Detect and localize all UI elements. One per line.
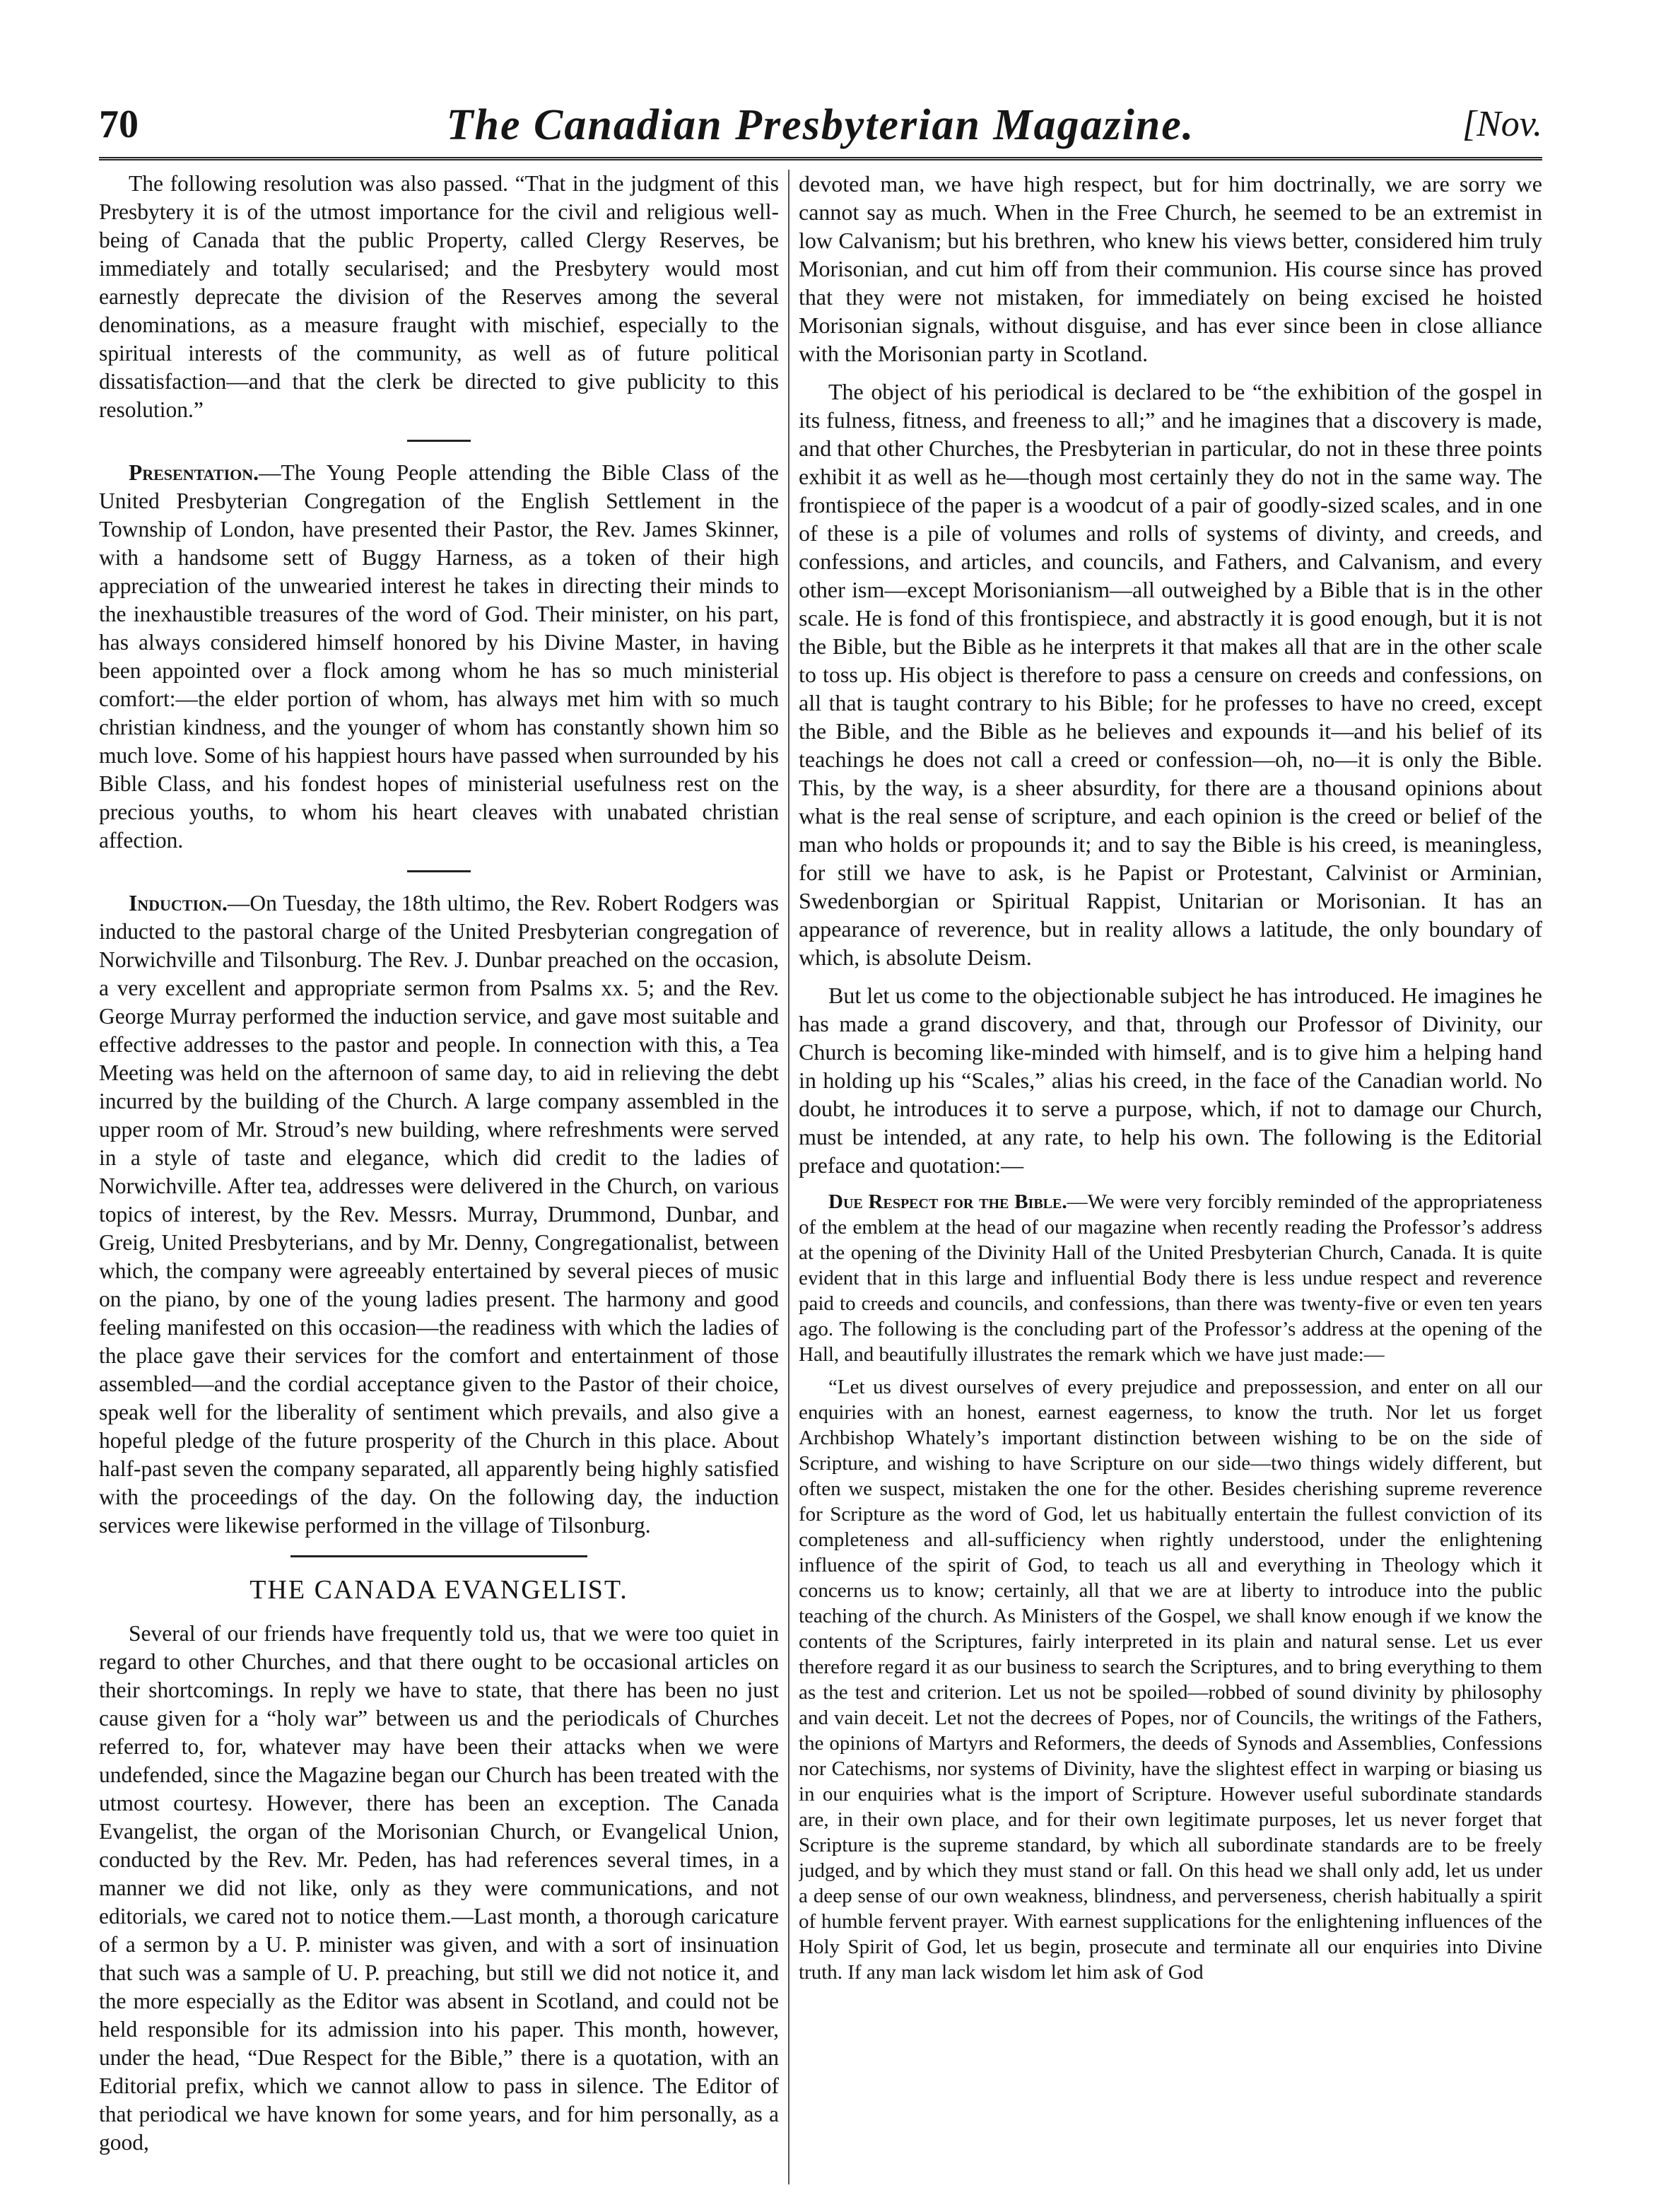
quoted-editorial	[799, 1189, 1542, 1985]
induction-text: —On Tuesday, the 18th ultimo, the Rev. Robert Rodgers was inducted to the pastoral charge of the United Presbyterian congregation of Norwichville and Tilsonburg. The Rev. J. Dunbar preached on the occasion, a very excellent and appropriate sermon from Psalms xx. 5; and the Rev. George Murray performed the induction service, and gave most suitable and effective addresses to the pastor and people. In connection with this, a Tea Meeting was held on the afternoon of same day, to aid in relieving the debt incurred by the building of the Church. A large company assembled in the upper room of Mr. Stroud’s new building, where refreshments were served in a style of taste and elegance, which did credit to the ladies of Norwichville. After tea, addresses were delivered in the Church, on various topics of interest, by the Rev. Messrs. Murray, Drummond, Dunbar, and Greig, United Presbyterians, and by Mr. Denny, Congregationalist, between which, the company were agreeably entertained by several pieces of music on the piano, by one of the young ladies present. The harmony and good feeling manifested on this occasion—the readiness with which the ladies of the place gave their services for the comfort and entertainment of those assembled—and the cordial acceptance given to the Pastor of their choice, speak well for the liberality of sentiment which prevails, and also give a hopeful pledge of the future prosperity of the Church in this place. About half-past seven the company separated, all apparently being highly satisfied with the proceedings of the day. On the following day, the induction services were likewise performed in the village of Tilsonburg.	[99, 891, 779, 1538]
page-number: 70	[99, 103, 139, 146]
editorial-lead: Due Respect for the Bible.	[828, 1190, 1067, 1213]
evangelist-paragraph: Several of our friends have frequently told us, that we were too quiet in regard to other Churches, and that there ought to be occasional articles on their shortcomings. In reply we have to state, that there has been no just cause given for a “holy war” between us and the periodicals of Churches referred to, for, whatever may have been their attacks when we were undefended, since the Magazine began our Church has been treated with the utmost courtesy. However, there has been an exception. The Canada Evangelist, the organ of the Morisonian Church, or Evangelical Union, conducted by the Rev. Mr. Peden, has had references several times, in a manner we did not like, only as they were communications, and not editorials, we cared not to notice them.—Last month, a thorough caricature of a sermon by a U. P. minister was given, and with a sort of insinuation that such was a sample of U. P. preaching, but still we did not notice it, and the more especially as the Editor was absent in Scotland, and could not be held responsible for its admission into his paper. This month, however, under the head, “Due Respect for the Bible,” there is a quotation, with an Editorial prefix, which we cannot allow to pass in silence. The Editor of that periodical we have known for some years, and for him personally, as a good,	[99, 1621, 779, 2155]
editorial-preface	[799, 1189, 1542, 1367]
header-rule	[99, 157, 1542, 163]
periodical-object-paragraph: The object of his periodical is declared to be “the exhibition of the gospel in its fulness, fitness, and freeness to all;” and he imagines that a discovery is made, and that other Churches, the Presbyterian in particular, do not in these three points exhibit it as well as he—though most certainly they do not in the same way. The frontispiece of the paper is a woodcut of a pair of goodly-sized scales, and in one of these is a pile of volumes and rolls of systems of divinty, and creeds, and confessions, and articles, and councils, and Fathers, and Calvanism, and every other ism—except Morisonianism—all outweighed by a Bible that is in the other scale. He is fond of this frontispiece, and abstractly it is good enough, but it is not the Bible, but the Bible as he interprets it that makes all that are in the other scale to toss up. His object is therefore to pass a censure on creeds and confessions, on all that is taught contrary to his Bible; for he professes to have no creed, except the Bible, and the Bible as he believes and expounds it—and his belief of its teachings he does not call a creed or confession—oh, no—it is only the Bible. This, by the way, is a sheer absurdity, for there are a thousand opinions about what is the real sense of scripture, and each opinion is the creed or belief of the man who holds or propounds it; and to say the Bible is his creed, is meaningless, for still we have to ask, is he Papist or Protestant, Calvinist or Arminian, Swedenborgian or Spiritual Rappist, Unitarian or Morisonian. It has an appearance of reverence, but in reality allows a latitude, the only boundary of which, is absolute Deism.	[799, 379, 1542, 970]
running-header	[99, 98, 1542, 153]
right-column	[799, 170, 1542, 2191]
section-separator	[407, 870, 471, 872]
section-separator	[407, 440, 471, 442]
presentation-text: —The Young People attending the Bible Class of the United Presbyterian Congregation of the English Settlement in the Township of London, have presented their Pastor, the Rev. James Skinner, with a handsome sett of Buggy Harness, as a token of their high appreciation of the unwearied interest he takes in directing their minds to the inexhaustible treasures of the word of God. Their minister, on his part, has always considered himself honored by his Divine Master, in having been appointed over a flock among whom he has so much ministerial comfort:—the elder portion of whom, has always met him with so much christian kindness, and the younger of whom has constantly shown him so much love. Some of his happiest hours have passed when surrounded by his Bible Class, and his fondest hopes of ministerial usefulness rest on the precious youths, to whom his heart cleaves with unabated christian affection.	[99, 460, 779, 853]
objectionable-subject-paragraph: But let us come to the objectionable subject he has introduced. He imagines he has made a grand discovery, and that, through our Professor of Divinity, our Church is becoming like-minded with himself, and is to give him a helping hand in holding up his “Scales,” alias his creed, in the face of the Canadian world. No doubt, he introduces it to serve a purpose, which, if not to damage our Church, must be intended, at any rate, to help his own. The following is the Editorial preface and quotation:—	[799, 983, 1542, 1178]
article-heading: THE CANADA EVANGELIST.	[250, 1575, 628, 1605]
induction-lead: Induction.	[129, 891, 228, 915]
presentation-paragraph	[99, 459, 779, 855]
induction-paragraph	[99, 889, 779, 1540]
professor-address-quote: “Let us divest ourselves of every prejudice and prepossession, and enter on all our enquiries with an honest, earnest eagerness, to know the truth. Nor let us forget Archbishop Whately’s important distinction between wishing to be on the side of Scripture, and wishing to have Scripture on our side—two things widely different, but often we suspect, mistaken the one for the other. Besides cherishing supreme reverence for Scripture as the word of God, let us habitually entertain the fullest conviction of its completeness and all-sufficiency when rightly understood, under the enlightening influence of the spirit of God, to teach us all and everything in Theology which it concerns us to know; certainly, all that we are at liberty to introduce into the public teaching of the church. As Ministers of the Gospel, we shall know enough if we know the contents of the Scriptures, fairly interpreted in its plain and natural sense. Let us ever therefore regard it as our business to search the Scriptures, and to bring everything to them as the test and criterion. Let us not be spoiled—robbed of sound divinity by philosophy and vain deceit. Let not the decrees of Popes, nor of Councils, the writings of the Fathers, the opinions of Martyrs and Reformers, the deeds of Synods and Assemblies, Confessions nor Catechisms, nor systems of Divinity, have the slightest effect in warping or biasing us in our enquiries what is the import of Scripture. However useful subordinate standards are, in their own place, and for their own legitimate purposes, let us never forget that Scripture is the supreme standard, by which all subordinate standards are to be freely judged, and by which they must stand or fall. On this head we shall only add, let us under a deep sense of our own weakness, blindness, and perverseness, cherish habitually a spirit of humble fervent prayer. With earnest supplications for the enlightening influences of the Holy Spirit of God, let us begin, prosecute and terminate all our enquiries into Divine truth. If any man lack wisdom let him ask of God	[799, 1376, 1542, 1984]
left-column	[99, 170, 779, 2191]
editorial-preface-text: —We were very forcibly reminded of the appropriateness of the emblem at the head of our magazine when recently reading the Professor’s address at the opening of the Divinity Hall of the United Presbyterian Church, Canada. It is quite evident that in this large and influential Body there is less undue respect and reverence paid to creeds and councils, and confessions, than there was twenty-five or even ten years ago. The following is the concluding part of the Professor’s address at the opening of the Hall, and beautifully illustrates the remark which we have just made:—	[799, 1190, 1542, 1366]
resolution-paragraph: The following resolution was also passed. “That in the judgment of this Presbytery it is of the utmost importance for the civil and religious well-being of Canada that the public Property, called Clergy Reserves, be immediately and totally secularised; and the Presbytery would most earnestly deprecate the division of the Reserves among the several denominations, as a measure fraught with mischief, especially to the spiritual interests of the community, as well as of future political dissatisfaction—and that the clerk be directed to give publicity to this resolution.”	[99, 171, 779, 422]
article-separator	[290, 1555, 587, 1557]
presentation-lead: Presentation.	[129, 460, 259, 485]
continued-paragraph: devoted man, we have high respect, but for him doctrinally, we are sorry we cannot say as much. When in the Free Church, he seemed to be an extremist in low Calvanism; but his brethren, who knew his views better, considered him truly Morisonian, and cut him off from their communion. His course since has proved that they were not mistaken, for immediately on being excised he hoisted Morisonian signals, without disguise, and has ever since been in close alliance with the Morisonian party in Scotland.	[799, 171, 1542, 366]
magazine-title: The Canadian Presbyterian Magazine.	[446, 101, 1195, 149]
issue-month: [Nov.	[1462, 104, 1542, 144]
column-divider	[788, 170, 789, 2184]
